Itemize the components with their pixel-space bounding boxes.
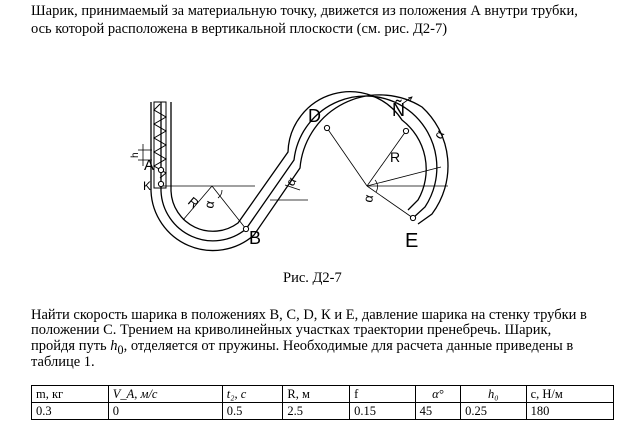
table-header-row xyxy=(32,386,614,403)
task-line-2: положении С. Трением на криволинейных участках траектории пренебречь. Шарик, xyxy=(31,322,552,338)
label-alpha-arc: α xyxy=(430,127,448,142)
header-r: R, м xyxy=(283,386,350,403)
label-alpha-left: α xyxy=(201,199,218,210)
task-var-h-sub: 0 xyxy=(117,342,124,357)
intro-line-2: ось которой расположена в вертикальной плоскости (см. рис. Д2-7) xyxy=(31,21,448,37)
label-alpha-right: α xyxy=(360,193,377,204)
header-f: f xyxy=(350,386,415,403)
label-alpha-slope: α xyxy=(282,174,300,189)
intro-line-1: Шарик, принимаемый за материальную точку, движется из положения А внутри трубки, xyxy=(31,3,578,19)
value-alpha: 45 xyxy=(415,403,461,420)
header-va: V_A, м/с xyxy=(108,386,222,403)
label-K: K xyxy=(143,179,152,193)
value-f: 0.15 xyxy=(350,403,415,420)
tube-inner-wall xyxy=(171,92,426,232)
header-m: m, кг xyxy=(32,386,109,403)
task-line-3-start: пройдя путь xyxy=(31,338,111,354)
task-line-3 xyxy=(31,338,573,359)
header-h0: h₀ xyxy=(461,386,526,403)
task-line-3-end: , отделяется от пружины. Необходимые для расчета данные приведены в xyxy=(123,338,574,354)
value-r: 2.5 xyxy=(283,403,350,420)
label-B: B xyxy=(249,228,262,248)
table-row xyxy=(32,403,614,420)
point-E xyxy=(410,215,415,220)
value-va: 0 xyxy=(108,403,222,420)
value-c: 180 xyxy=(526,403,613,420)
label-N: Ñ xyxy=(392,100,405,120)
label-R-left: R xyxy=(185,193,202,212)
label-D: D xyxy=(308,106,321,126)
point-A xyxy=(158,167,163,172)
point-C xyxy=(403,128,408,133)
label-h: h xyxy=(130,152,141,158)
label-R-right: R xyxy=(390,149,401,165)
header-t2: t₂, с xyxy=(222,386,283,403)
parameters-table xyxy=(31,385,614,420)
point-D xyxy=(324,125,329,130)
task-var-h: h xyxy=(110,338,118,354)
spring xyxy=(154,104,166,178)
value-h0: 0.25 xyxy=(461,403,526,420)
point-B xyxy=(243,226,248,231)
point-K xyxy=(158,181,163,186)
header-alpha: α° xyxy=(415,386,461,403)
task-line-1: Найти скорость шарика в положениях В, С, D, К и Е, давление шарика на стенку трубки в xyxy=(31,307,587,323)
task-line-4: таблице 1. xyxy=(31,354,95,370)
label-A: A xyxy=(144,157,155,174)
value-m: 0.3 xyxy=(32,403,109,420)
label-E: E xyxy=(405,230,419,252)
header-c: c, H/м xyxy=(526,386,613,403)
value-t2: 0.5 xyxy=(222,403,283,420)
figure-caption: Рис. Д2-7 xyxy=(283,270,342,286)
